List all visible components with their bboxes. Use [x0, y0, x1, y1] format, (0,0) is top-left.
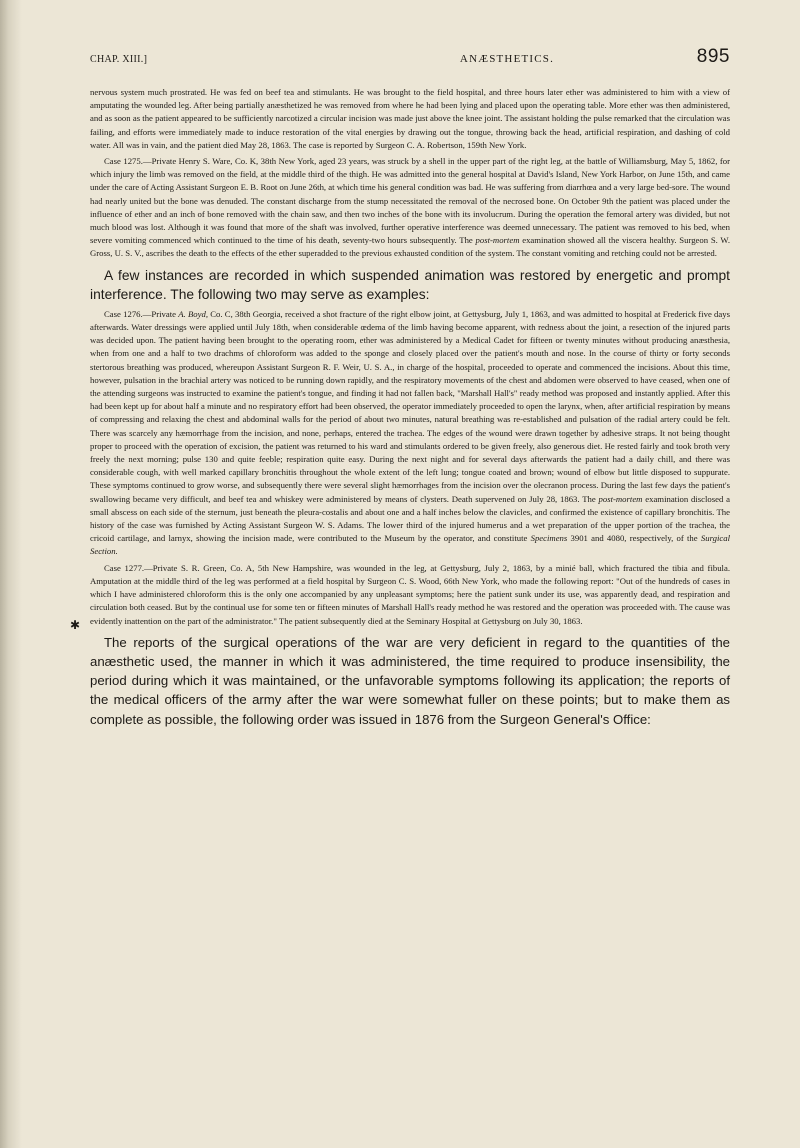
margin-mark: ✱ [70, 618, 81, 632]
case-1276-text-d: 3901 and 4080, respectively, of the [567, 533, 701, 544]
paragraph-closing: The reports of the surgical operations of the war are very deficient in regard to the quantities of the anæsthetic used, the manner in which it was administered, the time required to produce insensibility, the period during which it was maintained, or the unfavorable symptoms following its application; the reports of the medical officers of the army after the war were somewhat fuller on these points; but to make them as complete as possible, the following order was issued in 1876 from the Surgeon General's Office: [90, 634, 730, 727]
page-gutter-shadow [0, 0, 22, 1148]
paragraph-case-continuation: nervous system much prostrated. He was fed on beef tea and stimulants. He was brought to the field hospital, and three hours later ether was administered to him with a view of amputating the wounded leg. After being partially anæsthetized he was removed from where he had been lying and placed upon the operating table. More ether was then administered, and as soon as the patient appeared to be sufficiently narcotized a circular incision was made just above the knee joint. The assistant holding the pulse remarked that the circulation was failing, and efforts were immediately made to induce restoration of the vital energies by drawing out the tongue, throwing back the head, artificial respiration, and dashing of cold water. All was in vain, and the patient died May 28, 1863. The case is reported by Surgeon C. A. Robertson, 159th New York. [90, 87, 730, 150]
case-1275-text-b: examination showed all the viscera healthy. Surgeon S. W. Gross, U. S. V., ascribes the death to the effects of the ether superadded to the previous exhausted condition of the system. The constant vomiting and retching could not be arrested. [90, 235, 730, 259]
case-1276-text-c: examination disclosed a small abscess on each side of the sternum, just beneath the pleura-costalis and about one and a half inches below the clavicles, and confirmed the existence of capillary bronchitis. The history of the case was furnished by Acting Assistant Surgeon W. S. Adams. The lower third of the injured humerus and a wet preparation of the upper portion of the trachea, the cricoid cartilage, and larnyx, showing the incision made, were contributed to the Museum by the operator, and constitute [90, 493, 730, 544]
case-1276-postmortem: post-mortem [598, 493, 643, 504]
case-1276-specimens: Specimens [530, 533, 568, 544]
paragraph-intro-examples: A few instances are recorded in which suspended animation was restored by energetic and prompt interference. The following two may serve as examples: [90, 267, 730, 303]
paragraph-case-1277: Case 1277.—Private S. R. Green, Co. A, 5th New Hampshire, was wounded in the leg, at Gettysburg, July 2, 1863, by a minié ball, which fractured the tibia and fibula. Amputation at the middle third of the leg was performed at a field hospital by Surgeon C. S. Wood, 66th New York, who made the following report: "Out of the hundreds of cases in which I have administered chloroform this is the only one accompanied by any unpleasant symptoms; here the patient sunk under its use, was apparently dead, and respiration and circulation both ceased. But by the continual use for some ten or fifteen minutes of Marshall Hall's ready method he was restored and the operation was proceeded with. The cause was evidently inattention on the part of the administrator." The patient subsequently died at the Seminary Hospital at Gettysburg on July 30, 1863. [90, 562, 730, 626]
case-1276-name: A. Boyd, [178, 308, 208, 319]
document-page [90, 46, 730, 729]
chapter-label: CHAP. XIII.] [90, 54, 148, 65]
case-1276-text-b: Co. C, 38th Georgia, received a shot fracture of the right elbow joint, at Gettysburg, July 1, 1863, and was admitted to hospital at Frederick five days afterwards. Water dressings were applied until July 18th, when considerable œdema of the limb having become apparent, with redness about the joint, a resection of the injured parts was decided upon. The patient having been brought to the operating room, ether was administered by a Medical Cadet for fifteen or twenty minutes without producing anæsthesia, when from one and a half to two drachms of chloroform was added to the sponge and closely placed over the patient's mouth and nose. In the course of thirty or forty seconds stertorous breathing was produced, whereupon Assistant Surgeon R. F. Weir, U. S. A., in charge of the hospital, proceeded to operate and commenced the incisions. About this time, however, pulsation in the brachial artery was noticed to be running down rapidly, and the respiratory movements of the chest and abdomen were observed to have ceased, when one of the attending surgeons was instructed to examine the patient's tongue, and finding it had not fallen back, "Marshall Hall's" ready method was proposed and instantly applied. After this had been kept up for about half a minute and no respiratory effort had been observed, the operator immediately proceeded to open the larynx, when, after artificial respiration by means of compressing and relaxing the chest and abdominal walls for the period of about two minutes, natural breathing was re-established and pulsation of the radial artery could be felt. There was scarcely any hæmorrhage from the incision, and none, perhaps, entered the trachea. The edges of the wound were drawn together by adhesive straps. It not being thought proper to proceed with the operation of excision, the patient was returned to his ward and stimulants ordered to be given freely, also generous diet. He rested fairly and took broth very freely the next morning; pulse 130 and quite feeble; respiration quite easy. During the next night and for several days afterwards the patient had a daily chill, and there was considerable cough, with well marked capillary bronchitis throughout the whole extent of the left lung; tongue coated and brown; wound of elbow but little disposed to suppurate. These symptoms continued to grow worse, and subsequently there were several slight hæmorrhages from the incision over the olecranon process. During the last few days the patient's swallowing became very difficult, and beef tea and whiskey were administered by means of clysters. Death supervened on July 28, 1863. The [90, 308, 730, 504]
case-1275-text-a: Case 1275.—Private Henry S. Ware, Co. K, 38th New York, aged 23 years, was struck by a shell in the upper part of the right leg, at the battle of Williamsburg, May 5, 1862, for which injury the limb was removed on the field, at the middle third of the thigh. He was admitted into the general hospital at David's Island, New York Harbor, on June 15th, and came under the care of Acting Assistant Surgeon E. B. Root on June 26th, at which time his general condition was bad. He was suffering from diarrhœa and a very large bed-sore. The wound had nearly united but the bone was denuded. The constant discharge from the stump necessitated the removal of the necrosed bone. On October 9th the patient was placed under the influence of ether and an inch of bone removed with the chain saw, and then two inches of the bone with its involucrum. During the operation the femoral artery was divided, but not much blood was lost. Although it was found that more of the shaft was involved, further operative interference was deemed unnecessary. The patient was removed to his bed, when severe vomiting commenced which continued to the time of his death, seventy-two hours subsequently. The [90, 156, 730, 246]
running-header [90, 46, 730, 86]
running-title: ANÆSTHETICS. [459, 53, 555, 65]
case-1275-postmortem: post-mortem [475, 235, 520, 246]
paragraph-case-1276 [90, 308, 730, 559]
page-number: 895 [696, 46, 730, 67]
paragraph-case-1275 [90, 155, 730, 261]
case-1276-text-a: Case 1276.—Private [104, 308, 179, 319]
case-1276-section: Surgical Section. [90, 533, 730, 557]
